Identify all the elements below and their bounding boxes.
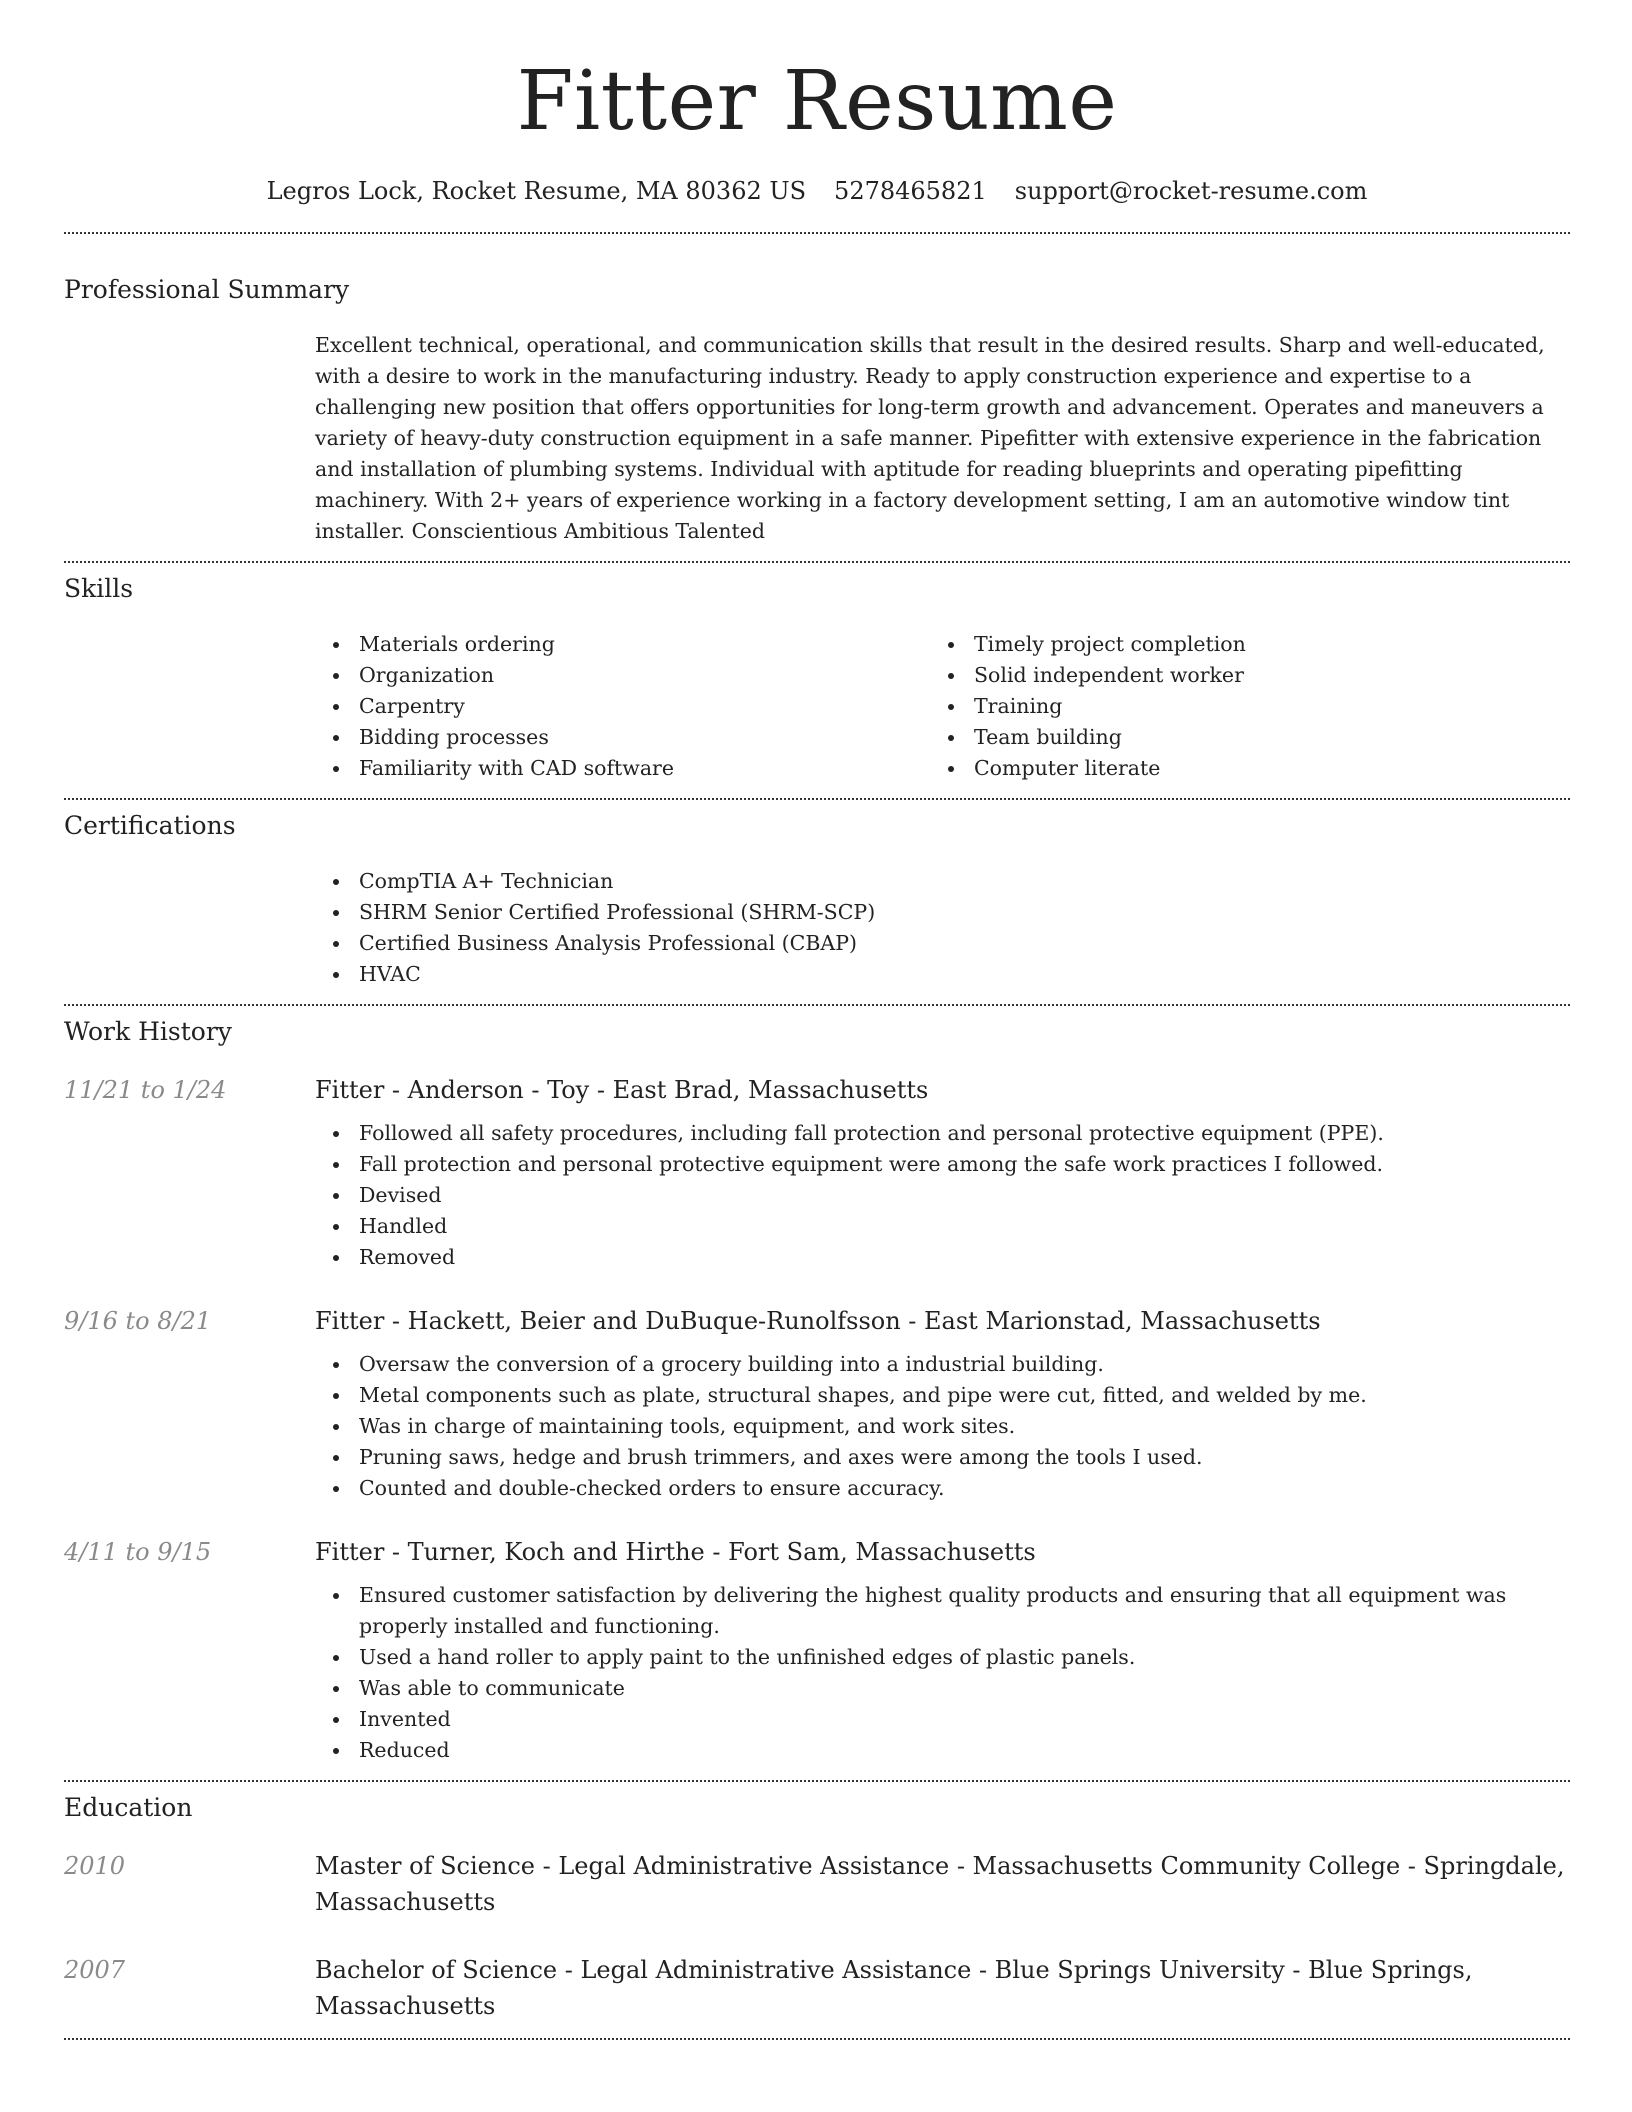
job-date: 4/11 to 9/15 — [64, 1538, 212, 1566]
skill-item: Familiarity with CAD software — [359, 753, 930, 784]
duty-item: Invented — [359, 1704, 1570, 1735]
certification-item: SHRM Senior Certified Professional (SHRM-SCP) — [359, 897, 1570, 928]
education-entry — [64, 1952, 1570, 2024]
skill-item: Training — [974, 691, 1545, 722]
work-history-title: Work History — [64, 1017, 232, 1046]
divider — [64, 798, 1570, 800]
divider — [64, 2038, 1570, 2040]
duty-item: Reduced — [359, 1735, 1570, 1766]
education-title-text: Bachelor of Science - Legal Administrative Assistance - Blue Springs University - Blue Springs, Massachusetts — [315, 1956, 1473, 2020]
duty-item: Was able to communicate — [359, 1673, 1570, 1704]
skills-list — [315, 629, 1570, 784]
job-entry — [64, 1072, 1570, 1273]
education-section — [64, 1792, 1570, 2024]
duty-item: Removed — [359, 1242, 1570, 1273]
contact-address: Legros Lock, Rocket Resume, MA 80362 US — [266, 177, 807, 205]
duty-item: Fall protection and personal protective equipment were among the safe work practices I followed. — [359, 1149, 1570, 1180]
certification-item: CompTIA A+ Technician — [359, 866, 1570, 897]
certifications-list — [315, 866, 1570, 990]
certification-item: HVAC — [359, 959, 1570, 990]
duty-item: Handled — [359, 1211, 1570, 1242]
job-entry — [64, 1534, 1570, 1766]
skill-item: Materials ordering — [359, 629, 930, 660]
skills-section — [64, 573, 1570, 784]
duty-item: Pruning saws, hedge and brush trimmers, and axes were among the tools I used. — [359, 1442, 1570, 1473]
divider — [64, 561, 1570, 563]
summary-title: Professional Summary — [64, 275, 350, 304]
duty-item: Ensured customer satisfaction by delivering the highest quality products and ensuring that all equipment was properly installed and functioning. — [359, 1580, 1570, 1642]
job-title: Fitter - Hackett, Beier and DuBuque-Runolfsson - East Marionstad, Massachusetts — [315, 1307, 1321, 1335]
duty-item: Metal components such as plate, structural shapes, and pipe were cut, fitted, and welded by me. — [359, 1380, 1570, 1411]
education-entry — [64, 1848, 1570, 1920]
skill-item: Team building — [974, 722, 1545, 753]
skill-item: Carpentry — [359, 691, 930, 722]
contact-phone: 5278465821 — [834, 177, 987, 205]
skill-item: Computer literate — [974, 753, 1545, 784]
resume-name: Fitter Resume — [516, 54, 1118, 149]
duty-item: Counted and double-checked orders to ensure accuracy. — [359, 1473, 1570, 1504]
skill-item: Timely project completion — [974, 629, 1545, 660]
education-date: 2010 — [64, 1852, 126, 1880]
duty-item: Followed all safety procedures, including fall protection and personal protective equipment (PPE). — [359, 1118, 1570, 1149]
job-duties — [315, 1580, 1570, 1766]
job-duties — [315, 1118, 1570, 1273]
resume-page — [64, 0, 1570, 2040]
duty-item: Devised — [359, 1180, 1570, 1211]
duty-item: Oversaw the conversion of a grocery building into a industrial building. — [359, 1349, 1570, 1380]
certifications-title: Certifications — [64, 811, 236, 840]
skills-column-left — [315, 629, 930, 784]
skill-item: Organization — [359, 660, 930, 691]
contact-line — [64, 176, 1570, 206]
job-title: Fitter - Anderson - Toy - East Brad, Massachusetts — [315, 1076, 929, 1104]
divider — [64, 1780, 1570, 1782]
duty-item: Used a hand roller to apply paint to the unfinished edges of plastic panels. — [359, 1642, 1570, 1673]
education-date: 2007 — [64, 1956, 126, 1984]
job-date: 9/16 to 8/21 — [64, 1307, 212, 1335]
skills-column-right — [930, 629, 1545, 784]
skill-item: Solid independent worker — [974, 660, 1545, 691]
job-entry — [64, 1303, 1570, 1504]
divider — [64, 232, 1570, 234]
summary-section — [64, 274, 1570, 547]
education-title: Education — [64, 1793, 193, 1822]
job-date: 11/21 to 1/24 — [64, 1076, 227, 1104]
divider — [64, 1004, 1570, 1006]
education-title-text: Master of Science - Legal Administrative Assistance - Massachusetts Community College - Springdale, Massachusetts — [315, 1852, 1565, 1916]
certifications-section — [64, 810, 1570, 990]
skills-title: Skills — [64, 574, 134, 603]
contact-email: support@rocket-resume.com — [1014, 177, 1368, 205]
job-title: Fitter - Turner, Koch and Hirthe - Fort Sam, Massachusetts — [315, 1538, 1036, 1566]
certification-item: Certified Business Analysis Professional (CBAP) — [359, 928, 1570, 959]
duty-item: Was in charge of maintaining tools, equipment, and work sites. — [359, 1411, 1570, 1442]
job-duties — [315, 1349, 1570, 1504]
skill-item: Bidding processes — [359, 722, 930, 753]
work-history-section — [64, 1016, 1570, 1766]
summary-text: Excellent technical, operational, and communication skills that result in the desired results. Sharp and well-educated, with a desire to work in the manufacturing industry. Ready to apply construction experience and expertise to a challenging new position that offers opportunities for long-term growth and advancement. Operates and maneuvers a variety of heavy-duty construction equipment in a safe manner. Pipefitter with extensive experience in the fabrication and installation of plumbing systems. Individual with aptitude for reading blueprints and operating pipefitting machinery. With 2+ years of experience working in a factory development setting, I am an automotive window tint installer. Conscientious Ambitious Talented — [315, 333, 1545, 543]
